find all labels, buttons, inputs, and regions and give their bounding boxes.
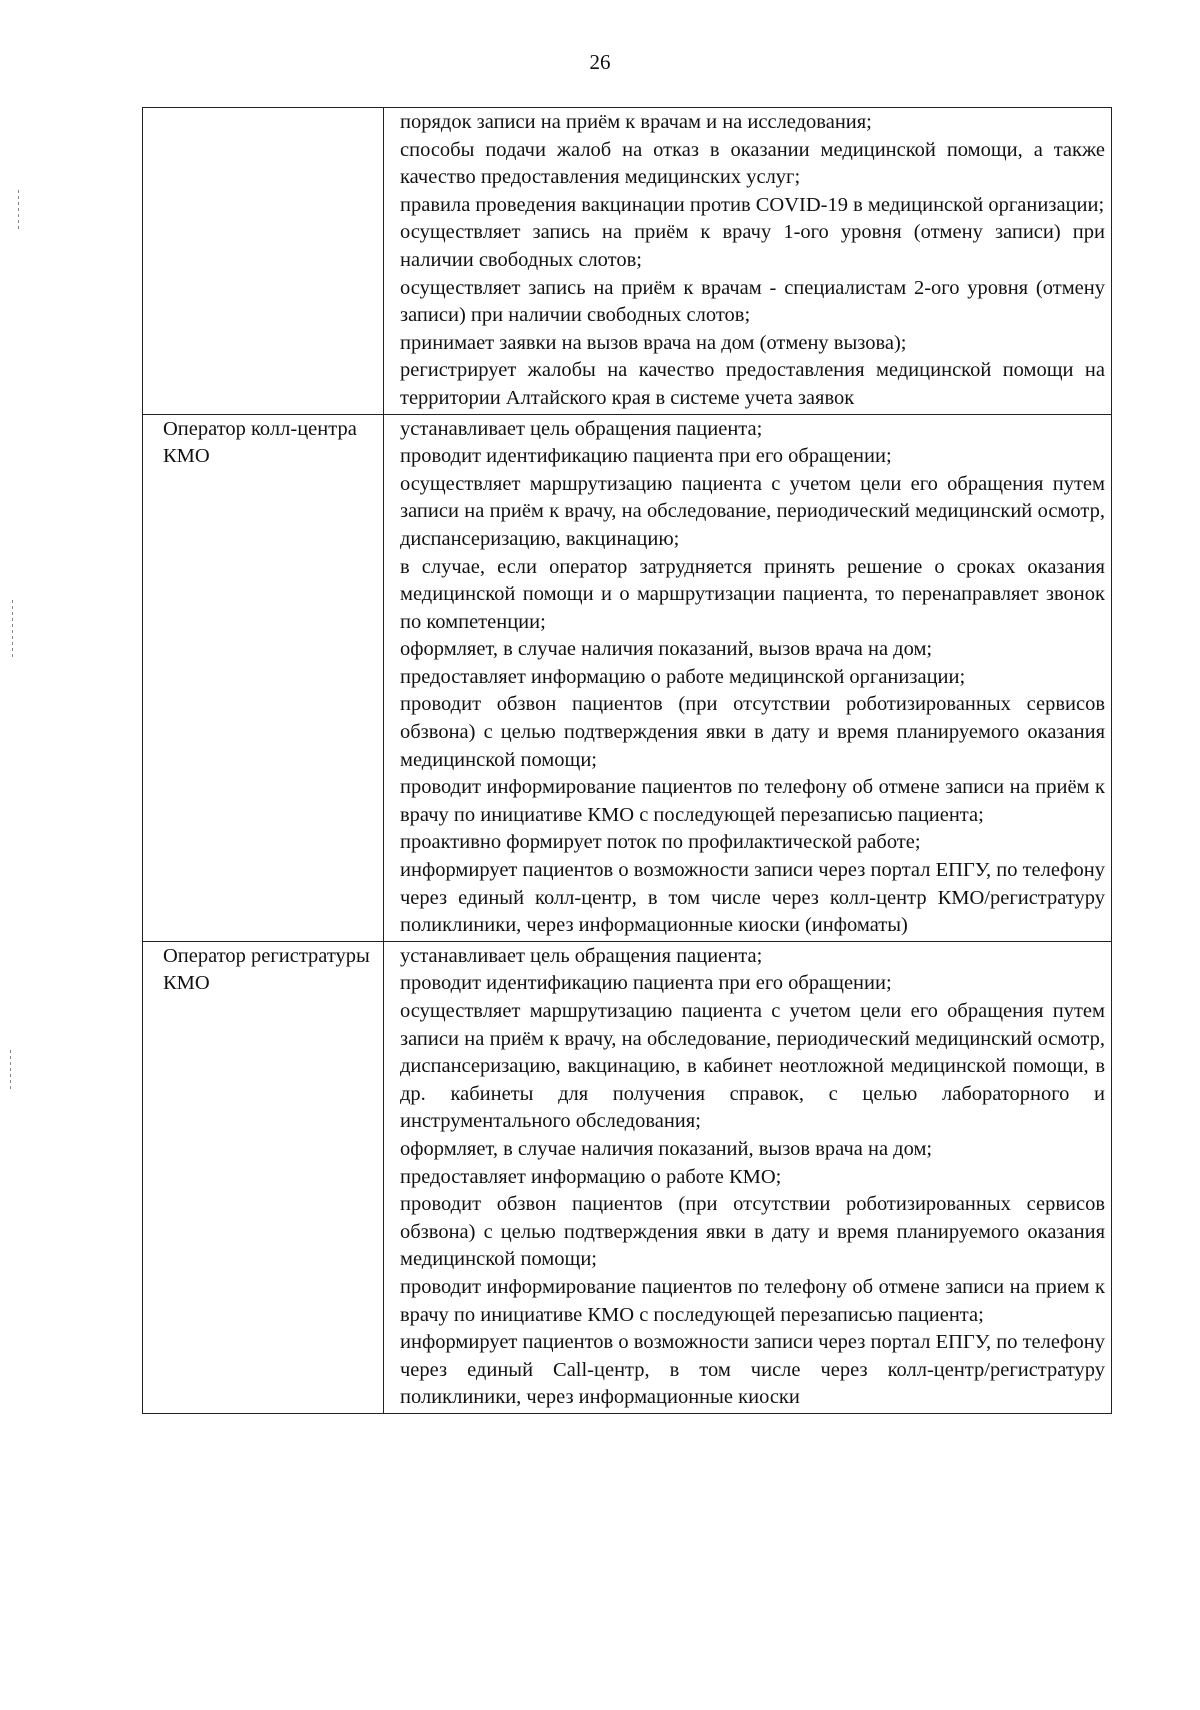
scan-artifact (12, 600, 13, 660)
duty-item: информирует пациентов о возможности записи через портал ЕПГУ, по телефону через единый Call-центр, в том числе через колл-центр/регистратуру поликлиники, через информационные киоски (400, 1331, 1105, 1409)
duty-item: осуществляет маршрутизацию пациента с учетом цели его обращения путем записи на приём к врачу, на обследование, периодический медицинский осмотр, диспансеризацию, вакцинацию; (400, 472, 1105, 550)
duty-item: в случае, если оператор затрудняется принять решение о сроках оказания медицинской помощи и о маршрутизации пациента, то перенаправляет звонок по компетенции; (400, 555, 1105, 633)
duty-item: осуществляет запись на приём к врачам - специалистам 2-ого уровня (отмену записи) при наличии свободных слотов; (400, 276, 1105, 327)
duty-item: информирует пациентов о возможности записи через портал ЕПГУ, по телефону через единый колл-центр, в том числе через колл-центр КМО/регистратуру поликлиники, через информационные киоски (инфоматы) (400, 859, 1105, 937)
duty-item: проводит обзвон пациентов (при отсутствии роботизированных сервисов обзвона) с целью подтверждения явки в дату и время планируемого оказания медицинской помощи; (400, 693, 1105, 771)
duty-item: устанавливает цель обращения пациента; (400, 417, 763, 440)
table-row (143, 108, 1112, 415)
duty-item: предоставляет информацию о работе КМО; (400, 1165, 782, 1188)
duty-item: способы подачи жалоб на отказ в оказании медицинской помощи, а также качество предоставления медицинских услуг; (400, 138, 1105, 189)
duty-item: устанавливает цель обращения пациента; (400, 944, 763, 967)
duty-item: проводит идентификацию пациента при его обращении; (400, 972, 892, 995)
role-label: Оператор колл-центра КМО (163, 417, 357, 468)
duties-cell (384, 414, 1112, 941)
role-cell (143, 108, 384, 415)
duty-item: проводит обзвон пациентов (при отсутствии роботизированных сервисов обзвона) с целью подтверждения явки в дату и время планируемого оказания медицинской помощи; (400, 1193, 1105, 1271)
duty-item: проводит информирование пациентов по телефону об отмене записи на прием к врачу по инициативе КМО с последующей перезаписью пациента; (400, 1275, 1105, 1326)
role-cell (143, 414, 384, 941)
table-row (143, 414, 1112, 941)
duty-item: проводит идентификацию пациента при его обращении; (400, 445, 892, 468)
page-number: 26 (589, 50, 611, 74)
duty-item: осуществляет маршрутизацию пациента с учетом цели его обращения путем записи на приём к врачу, на обследование, периодический медицинский осмотр, диспансеризацию, вакцинацию, в кабинет неотложной медицинской помощи, в др. кабинеты для получения справок, с целью лабораторного и инструментального обследования; (400, 1000, 1105, 1133)
role-label: Оператор регистратуры КМО (163, 944, 370, 995)
duty-item: регистрирует жалобы на качество предоставления медицинской помощи на территории Алтайского края в системе учета заявок (400, 359, 1105, 409)
duty-item: оформляет, в случае наличия показаний, вызов врача на дом; (400, 638, 933, 661)
duty-item: предоставляет информацию о работе медицинской организации; (400, 665, 966, 688)
duties-cell (384, 108, 1112, 415)
duties-cell (384, 941, 1112, 1413)
responsibilities-table (142, 107, 1112, 1414)
role-cell (143, 941, 384, 1413)
scan-artifact (10, 1050, 11, 1090)
duty-item: осуществляет запись на приём к врачу 1-ого уровня (отмену записи) при наличии свободных слотов; (400, 221, 1105, 271)
duty-item: оформляет, в случае наличия показаний, вызов врача на дом; (400, 1137, 933, 1160)
duty-item: порядок записи на приём к врачам и на исследования; (400, 111, 872, 133)
duty-item: правила проведения вакцинации против COVID-19 в медицинской организации; (400, 193, 1105, 216)
scan-artifact (18, 190, 19, 230)
table-row (143, 941, 1112, 1413)
duty-item: принимает заявки на вызов врача на дом (отмену вызова); (400, 331, 907, 354)
duty-item: проактивно формирует поток по профилактической работе; (400, 831, 921, 854)
duty-item: проводит информирование пациентов по телефону об отмене записи на приём к врачу по инициативе КМО с последующей перезаписью пациента; (400, 776, 1105, 826)
